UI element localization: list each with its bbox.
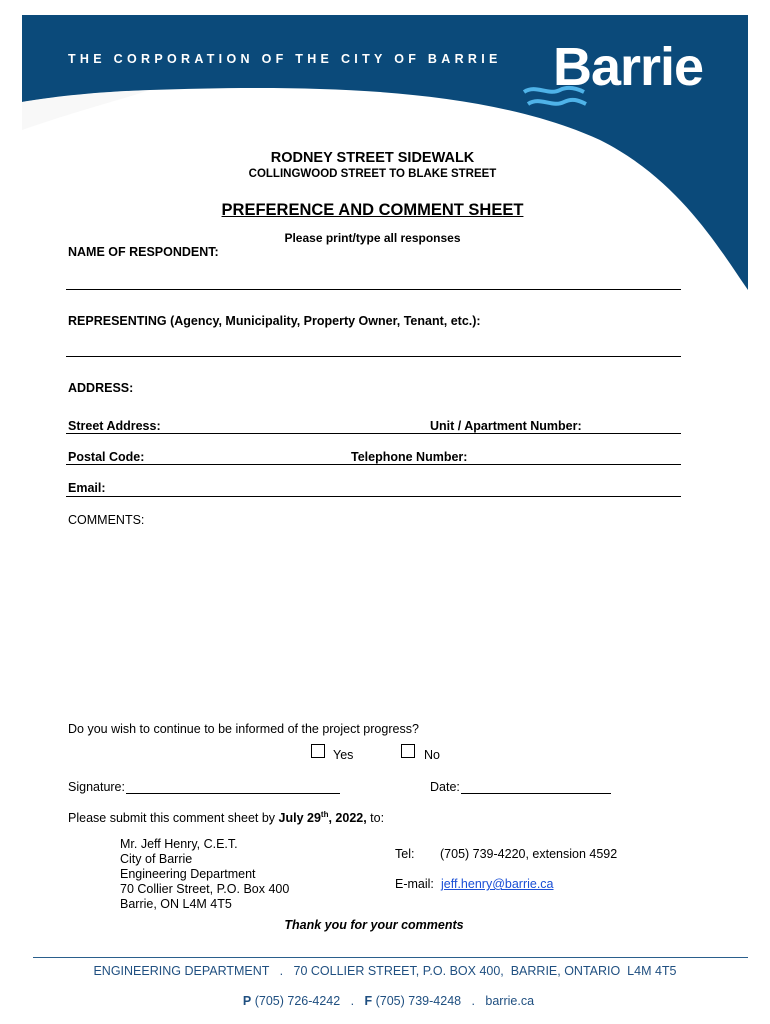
street-address-label: Street Address: [68, 419, 161, 433]
postal-code-label: Postal Code: [68, 450, 145, 464]
address-label: ADDRESS: [68, 381, 134, 395]
submit-instructions [68, 810, 384, 825]
telephone-label: Telephone Number: [351, 450, 468, 464]
contact-address [120, 837, 289, 912]
contact-dept: Engineering Department [120, 867, 256, 881]
thank-you: Thank you for your comments [284, 918, 464, 932]
deadline-year: , 2022, [328, 811, 367, 826]
date-label: Date: [430, 780, 460, 794]
representing-field[interactable] [66, 356, 681, 357]
yes-label: Yes [333, 748, 354, 762]
project-title: RODNEY STREET SIDEWALK [270, 150, 475, 166]
deadline-date: July 29 [278, 811, 321, 826]
email-link[interactable]: jeff.henry@barrie.ca [441, 877, 554, 891]
instructions: Please print/type all responses [284, 231, 461, 245]
submit-prefix: Please submit this comment sheet by [68, 811, 279, 826]
postal-phone-field[interactable] [66, 464, 681, 465]
representing-label: REPRESENTING (Agency, Municipality, Property Owner, Tenant, etc.): [68, 314, 481, 328]
contact-name: Mr. Jeff Henry, C.E.T. [120, 837, 238, 851]
project-segment: COLLINGWOOD STREET TO BLAKE STREET [248, 168, 497, 180]
email-label: Email: [68, 481, 106, 495]
comments-label: COMMENTS: [68, 513, 145, 527]
contact-city: Barrie, ON L4M 4T5 [120, 897, 232, 911]
wave-icon [520, 82, 590, 116]
name-field[interactable] [66, 289, 681, 290]
tel-value: (705) 739-4220, extension 4592 [440, 847, 618, 861]
contact-street: 70 Collier Street, P.O. Box 400 [120, 882, 290, 896]
footer-address: ENGINEERING DEPARTMENT . 70 COLLIER STREET, P.O. BOX 400, BARRIE, ONTARIO L4M 4T5 [93, 964, 677, 978]
submit-to: to: [366, 811, 385, 826]
no-label: No [424, 748, 440, 762]
barrie-logo [520, 34, 710, 114]
signature-field[interactable] [126, 793, 340, 794]
no-checkbox[interactable] [401, 744, 415, 758]
yes-checkbox[interactable] [311, 744, 325, 758]
footer-contact [0, 980, 770, 1008]
footer-fax: (705) 739-4248 . barrie.ca [372, 994, 535, 1008]
footer-divider [33, 957, 748, 958]
name-label: NAME OF RESPONDENT: [68, 245, 219, 259]
contact-email-label: E-mail: [395, 877, 434, 891]
contact-org: City of Barrie [120, 852, 193, 866]
footer-phone: (705) 726-4242 . [251, 994, 365, 1008]
street-address-field[interactable] [66, 433, 681, 434]
fax-prefix: F [364, 994, 373, 1008]
unit-number-label: Unit / Apartment Number: [430, 419, 582, 433]
date-field[interactable] [461, 793, 611, 794]
contact-email-link[interactable] [441, 877, 554, 891]
sheet-title: PREFERENCE AND COMMENT SHEET [221, 201, 524, 219]
logo-text: Barrie [553, 37, 704, 97]
deadline-suffix: th [320, 810, 329, 819]
phone-prefix: P [242, 994, 252, 1008]
informed-question: Do you wish to continue to be informed of the project progress? [68, 722, 419, 736]
tel-label: Tel: [395, 847, 415, 861]
corporation-title: THE CORPORATION OF THE CITY OF BARRIE [68, 52, 502, 66]
email-field[interactable] [66, 496, 681, 497]
comments-area[interactable] [66, 532, 681, 712]
signature-label: Signature: [68, 780, 125, 794]
